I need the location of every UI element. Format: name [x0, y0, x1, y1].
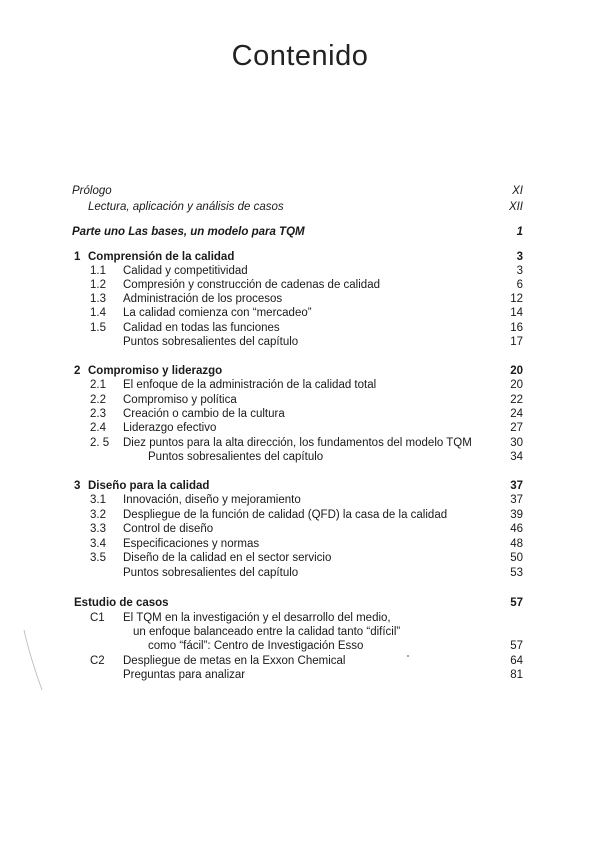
toc-entry-title: Diez puntos para la alta dirección, los fundamentos del modelo TQM	[123, 437, 472, 449]
toc-entry-page: 1	[516, 226, 523, 238]
toc-entry-number: 3.3	[90, 523, 106, 535]
toc-entry-title: El enfoque de la administración de la calidad total	[123, 379, 377, 391]
toc-entry-title: Control de diseño	[123, 523, 214, 535]
toc-entry	[0, 550, 600, 566]
scan-speck	[407, 655, 409, 657]
toc-entry-title: Despliegue de la función de calidad (QFD) la casa de la calidad	[123, 509, 448, 521]
toc-entry-number: 2.4	[90, 422, 106, 434]
toc-entry-title: Diseño de la calidad en el sector servicio	[123, 552, 332, 564]
toc-entry-continued	[0, 638, 600, 654]
toc-entry-number: 2.2	[90, 394, 106, 406]
toc-entry-number: 3.5	[90, 552, 106, 564]
toc-entry-title: El TQM en la investigación y el desarrollo del medio,	[123, 612, 391, 624]
toc-entry-page: 30	[510, 437, 523, 449]
toc-entry-number: 1.2	[90, 279, 106, 291]
toc-entry-title: La calidad comienza con “mercadeo”	[123, 307, 312, 319]
toc-entry-title: Puntos sobresalientes del capítulo	[123, 336, 299, 348]
toc-entry-number: 2.1	[90, 379, 106, 391]
toc-entry-number: 3	[74, 480, 81, 492]
toc-entry	[0, 420, 600, 436]
toc-entry-page: 53	[510, 567, 523, 579]
toc-entry-page: XI	[512, 185, 523, 197]
toc-entry-title: Innovación, diseño y mejoramiento	[123, 494, 301, 506]
toc-entry-title: Despliegue de metas en la Exxon Chemical	[123, 655, 346, 667]
toc-entry-lectura	[0, 199, 600, 215]
toc-entry-page: 27	[510, 422, 523, 434]
toc-entry-page: 20	[510, 379, 523, 391]
toc-entry-title: Estudio de casos	[74, 597, 169, 609]
toc-entry-page: 16	[510, 322, 523, 334]
toc-entry-title: Puntos sobresalientes del capítulo	[148, 451, 324, 463]
toc-entry	[0, 492, 600, 508]
toc-entry-page: 48	[510, 538, 523, 550]
toc-entry-page: 37	[510, 494, 523, 506]
toc-entry-page: 17	[510, 336, 523, 348]
toc-entry-page: XII	[508, 201, 523, 213]
toc-entry-page: 81	[510, 669, 523, 681]
page-title: Contenido	[231, 40, 369, 72]
toc-entry-title: Calidad en todas las funciones	[123, 322, 280, 334]
toc-entry-number: 2.3	[90, 408, 106, 420]
toc-entry-page: 64	[510, 655, 523, 667]
toc-entry-page: 3	[516, 251, 523, 263]
toc-entry-number: 1.5	[90, 322, 106, 334]
toc-entry-page: 12	[510, 293, 523, 305]
toc-section-heading	[0, 595, 600, 611]
toc-entry	[0, 334, 600, 350]
toc-entry-title: Administración de los procesos	[123, 293, 283, 305]
toc-entry-title: Compromiso y liderazgo	[88, 365, 223, 377]
scan-stroke-mark	[22, 628, 46, 692]
toc-entry-number: 1	[74, 251, 81, 263]
toc-entry-number: C1	[90, 612, 105, 624]
toc-entry-page: 34	[510, 451, 523, 463]
toc-entry-number: C2	[90, 655, 105, 667]
toc-entry-number: 3.1	[90, 494, 106, 506]
toc-entry-number: 2	[74, 365, 81, 377]
toc-entry-number: 2. 5	[90, 437, 110, 449]
toc-entry-number: 3.2	[90, 509, 106, 521]
toc-entry-page: 57	[510, 640, 523, 652]
toc-entry-title: Puntos sobresalientes del capítulo	[123, 567, 299, 579]
toc-entry-page: 46	[510, 523, 523, 535]
toc-part-heading	[0, 224, 600, 240]
toc-entry	[0, 305, 600, 321]
toc-entry-title: Compresión y construcción de cadenas de calidad	[123, 279, 380, 291]
toc-entry-number: 1.4	[90, 307, 106, 319]
toc-entry	[0, 449, 600, 465]
toc-entry-number: 3.4	[90, 538, 106, 550]
toc-entry-page: 6	[516, 279, 523, 291]
toc-entry-page: 22	[510, 394, 523, 406]
toc-entry	[0, 667, 600, 683]
toc-entry-number: 1.3	[90, 293, 106, 305]
toc-entry-page: 37	[510, 480, 523, 492]
toc-entry-page: 57	[510, 597, 523, 609]
toc-entry-title: como “fácil”: Centro de Investigación Esso	[148, 640, 364, 652]
toc-entry-title: Especificaciones y normas	[123, 538, 260, 550]
toc-entry-number: 1.1	[90, 265, 106, 277]
toc-entry-title: Diseño para la calidad	[88, 480, 210, 492]
toc-entry-title: Calidad y competitividad	[123, 265, 248, 277]
toc-entry-title: Compromiso y política	[123, 394, 237, 406]
toc-entry-page: 14	[510, 307, 523, 319]
toc-entry-page: 24	[510, 408, 523, 420]
toc-entry-title: Comprensión de la calidad	[88, 251, 235, 263]
toc-entry-page: 3	[516, 265, 523, 277]
toc-entry	[0, 377, 600, 393]
toc-entry-page: 20	[510, 365, 523, 377]
toc-entry-page: 50	[510, 552, 523, 564]
toc-entry-title: Parte uno Las bases, un modelo para TQM	[72, 226, 305, 238]
toc-entry-title: Prólogo	[72, 185, 112, 197]
toc-entry-title: Preguntas para analizar	[123, 669, 246, 681]
toc-entry	[0, 565, 600, 581]
toc-entry-title: un enfoque balanceado entre la calidad tanto “difícil”	[133, 626, 401, 638]
toc-entry-title: Lectura, aplicación y análisis de casos	[88, 201, 284, 213]
toc-entry-title: Liderazgo efectivo	[123, 422, 217, 434]
toc-entry-prologo	[0, 183, 600, 199]
toc-entry-page: 39	[510, 509, 523, 521]
toc-entry-title: Creación o cambio de la cultura	[123, 408, 285, 420]
toc-entry	[0, 521, 600, 537]
